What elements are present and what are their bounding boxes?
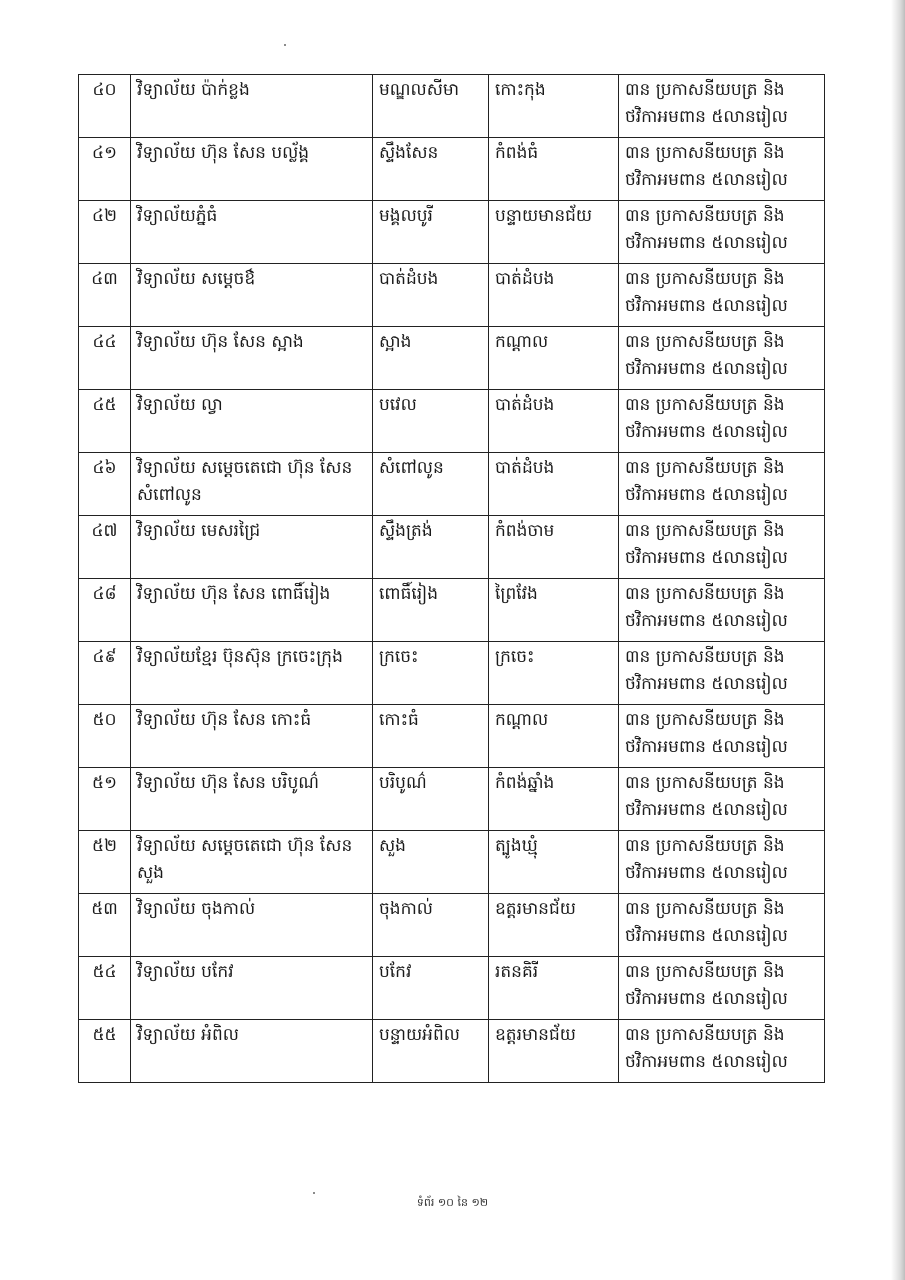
- award-line: ថវិកាអមពាន ៥លានរៀល: [625, 359, 788, 379]
- province-cell: កណ្តាល: [489, 327, 619, 390]
- table-row: [79, 327, 825, 390]
- province-cell: កំពង់ចាម: [489, 516, 619, 579]
- table-row: [79, 264, 825, 327]
- school-name-line: វិទ្យាល័យ បកែវ: [137, 962, 234, 982]
- award-line: ថវិកាអមពាន ៥លានរៀល: [625, 1052, 788, 1072]
- school-name-cell: [131, 75, 373, 138]
- award-cell: [619, 705, 825, 768]
- award-line: ថវិកាអមពាន ៥លានរៀល: [625, 989, 788, 1009]
- award-cell: [619, 390, 825, 453]
- school-name-line: វិទ្យាល័យ ហ៊ុន សែន ពោធិ៍រៀង: [137, 584, 331, 604]
- row-number: ៤២: [79, 201, 131, 264]
- award-line: ៣ន ប្រកាសនីយបត្រ និង: [625, 332, 785, 352]
- school-name-cell: [131, 705, 373, 768]
- school-name-line: វិទ្យាល័យភ្នំធំ: [137, 206, 218, 226]
- school-name-line: វិទ្យាល័យ ចុងកាល់: [137, 899, 256, 919]
- table-row: [79, 957, 825, 1020]
- district-cell: ចុងកាល់: [373, 894, 489, 957]
- school-name-cell: [131, 957, 373, 1020]
- school-name-cell: [131, 201, 373, 264]
- page-edge: [891, 0, 905, 1280]
- district-cell: បន្ទាយអំពិល: [373, 1020, 489, 1083]
- province-cell: កំពង់ធំ: [489, 138, 619, 201]
- school-name-line: វិទ្យាល័យ ហ៊ុន សែន បល្ល័ង្គ: [137, 143, 310, 163]
- scan-speck: [284, 44, 286, 46]
- district-cell: ស្ទឹងត្រង់: [373, 516, 489, 579]
- school-name-cell: [131, 768, 373, 831]
- school-name-line: វិទ្យាល័យ ហ៊ុន សែន កោះធំ: [137, 710, 312, 730]
- award-cell: [619, 327, 825, 390]
- province-cell: ត្បូងឃ្មុំ: [489, 831, 619, 894]
- district-cell: ក្រចេះ: [373, 642, 489, 705]
- award-line: ៣ន ប្រកាសនីយបត្រ និង: [625, 899, 785, 919]
- award-line: ថវិកាអមពាន ៥លានរៀល: [625, 674, 788, 694]
- award-line: ៣ន ប្រកាសនីយបត្រ និង: [625, 710, 785, 730]
- province-cell: កណ្តាល: [489, 705, 619, 768]
- award-line: ៣ន ប្រកាសនីយបត្រ និង: [625, 269, 785, 289]
- province-cell: ឧត្តរមានជ័យ: [489, 894, 619, 957]
- award-line: ៣ន ប្រកាសនីយបត្រ និង: [625, 584, 785, 604]
- award-line: ថវិកាអមពាន ៥លានរៀល: [625, 107, 788, 127]
- school-name-cell: [131, 264, 373, 327]
- school-name-cell: [131, 831, 373, 894]
- row-number: ៥១: [79, 768, 131, 831]
- row-number: ៤៧: [79, 516, 131, 579]
- district-cell: ស្ទឹងសែន: [373, 138, 489, 201]
- table-row: [79, 642, 825, 705]
- row-number: ៤៩: [79, 642, 131, 705]
- district-cell: កោះធំ: [373, 705, 489, 768]
- award-line: ៣ន ប្រកាសនីយបត្រ និង: [625, 962, 785, 982]
- school-name-line: វិទ្យាល័យ សម្តេចឳ: [137, 269, 256, 289]
- district-cell: បវេល: [373, 390, 489, 453]
- district-cell: សំពៅលូន: [373, 453, 489, 516]
- award-line: ថវិកាអមពាន ៥លានរៀល: [625, 296, 788, 316]
- school-name-line: វិទ្យាល័យ ប៉ាក់ខ្លង: [137, 80, 250, 100]
- award-line: ថវិកាអមពាន ៥លានរៀល: [625, 170, 788, 190]
- table-row: [79, 768, 825, 831]
- province-cell: កោះកុង: [489, 75, 619, 138]
- district-cell: បរិបូណ៌: [373, 768, 489, 831]
- award-line: ៣ន ប្រកាសនីយបត្រ និង: [625, 647, 785, 667]
- award-line: ថវិកាអមពាន ៥លានរៀល: [625, 485, 788, 505]
- school-name-line: វិទ្យាល័យ សម្តេចតេជោ ហ៊ុន សែន: [137, 836, 353, 856]
- school-name-line: វិទ្យាល័យ ហ៊ុន សែន ស្អាង: [137, 332, 304, 352]
- table-row: [79, 579, 825, 642]
- table-row: [79, 390, 825, 453]
- award-line: ថវិកាអមពាន ៥លានរៀល: [625, 233, 788, 253]
- province-cell: បន្ទាយមានជ័យ: [489, 201, 619, 264]
- row-number: ៥៤: [79, 957, 131, 1020]
- province-cell: រតនគិរី: [489, 957, 619, 1020]
- school-name-cell: [131, 138, 373, 201]
- province-cell: ឧត្តរមានជ័យ: [489, 1020, 619, 1083]
- award-line: ៣ន ប្រកាសនីយបត្រ និង: [625, 458, 785, 478]
- award-cell: [619, 75, 825, 138]
- table-row: [79, 1020, 825, 1083]
- award-line: ៣ន ប្រកាសនីយបត្រ និង: [625, 773, 785, 793]
- award-cell: [619, 516, 825, 579]
- awards-table-body: [79, 75, 825, 1083]
- school-name-cell: [131, 390, 373, 453]
- award-line: ថវិកាអមពាន ៥លានរៀល: [625, 422, 788, 442]
- row-number: ៤៤: [79, 327, 131, 390]
- school-name-line: វិទ្យាល័យ សម្តេចតេជោ ហ៊ុន សែន: [137, 458, 353, 478]
- award-line: ៣ន ប្រកាសនីយបត្រ និង: [625, 521, 785, 541]
- district-cell: មង្គលបូរី: [373, 201, 489, 264]
- table-row: [79, 894, 825, 957]
- award-cell: [619, 894, 825, 957]
- school-name-cell: [131, 579, 373, 642]
- province-cell: ក្រចេះ: [489, 642, 619, 705]
- page-number: ទំព័រ ១០ នៃ ១២: [416, 1196, 489, 1209]
- row-number: ៤០: [79, 75, 131, 138]
- row-number: ៤១: [79, 138, 131, 201]
- table-row: [79, 831, 825, 894]
- award-line: ៣ន ប្រកាសនីយបត្រ និង: [625, 836, 785, 856]
- award-cell: [619, 831, 825, 894]
- school-name-line: វិទ្យាល័យ ហ៊ុន សែន បរិបូណ៌: [137, 773, 320, 793]
- district-cell: បកែវ: [373, 957, 489, 1020]
- awards-table: [78, 74, 825, 1083]
- district-cell: មណ្ឌលសីមា: [373, 75, 489, 138]
- award-cell: [619, 579, 825, 642]
- province-cell: បាត់ដំបង: [489, 390, 619, 453]
- award-cell: [619, 1020, 825, 1083]
- award-line: ថវិកាអមពាន ៥លានរៀល: [625, 737, 788, 757]
- award-line: ថវិកាអមពាន ៥លានរៀល: [625, 611, 788, 631]
- table-row: [79, 516, 825, 579]
- school-name-cell: [131, 327, 373, 390]
- row-number: ៤៣: [79, 264, 131, 327]
- district-cell: សួង: [373, 831, 489, 894]
- row-number: ៥៥: [79, 1020, 131, 1083]
- award-cell: [619, 138, 825, 201]
- province-cell: កំពង់ឆ្នាំង: [489, 768, 619, 831]
- award-cell: [619, 201, 825, 264]
- school-name-line: វិទ្យាល័យ អំពិល: [137, 1025, 239, 1045]
- table-row: [79, 201, 825, 264]
- award-cell: [619, 768, 825, 831]
- school-name-line: វិទ្យាល័យខ្មែរ ប៊ុនស៊ុន ក្រចេះក្រុង: [137, 647, 343, 667]
- table-row: [79, 138, 825, 201]
- school-name-cell: [131, 894, 373, 957]
- row-number: ៥៣: [79, 894, 131, 957]
- school-name-line: វិទ្យាល័យ ល្វា: [137, 395, 223, 415]
- table-row: [79, 705, 825, 768]
- row-number: ៤៨: [79, 579, 131, 642]
- province-cell: បាត់ដំបង: [489, 264, 619, 327]
- award-line: ៣ន ប្រកាសនីយបត្រ និង: [625, 143, 785, 163]
- school-name-cell: [131, 453, 373, 516]
- province-cell: បាត់ដំបង: [489, 453, 619, 516]
- award-line: ថវិកាអមពាន ៥លានរៀល: [625, 548, 788, 568]
- row-number: ៥២: [79, 831, 131, 894]
- award-line: ៣ន ប្រកាសនីយបត្រ និង: [625, 1025, 785, 1045]
- table-row: [79, 453, 825, 516]
- district-cell: ស្អាង: [373, 327, 489, 390]
- district-cell: បាត់ដំបង: [373, 264, 489, 327]
- award-line: ៣ន ប្រកាសនីយបត្រ និង: [625, 395, 785, 415]
- district-cell: ពោធិ៍រៀង: [373, 579, 489, 642]
- school-name-line: សួង: [137, 863, 164, 883]
- scan-speck: [313, 1192, 315, 1194]
- award-line: ៣ន ប្រកាសនីយបត្រ និង: [625, 80, 785, 100]
- row-number: ៤៥: [79, 390, 131, 453]
- table-row: [79, 75, 825, 138]
- row-number: ៥០: [79, 705, 131, 768]
- row-number: ៤៦: [79, 453, 131, 516]
- award-cell: [619, 264, 825, 327]
- award-line: ថវិកាអមពាន ៥លានរៀល: [625, 863, 788, 883]
- award-line: ៣ន ប្រកាសនីយបត្រ និង: [625, 206, 785, 226]
- award-cell: [619, 453, 825, 516]
- award-line: ថវិកាអមពាន ៥លានរៀល: [625, 926, 788, 946]
- school-name-line: វិទ្យាល័យ មេសរជ្រៃ: [137, 521, 261, 541]
- school-name-cell: [131, 1020, 373, 1083]
- award-cell: [619, 957, 825, 1020]
- school-name-cell: [131, 642, 373, 705]
- award-line: ថវិកាអមពាន ៥លានរៀល: [625, 800, 788, 820]
- school-name-cell: [131, 516, 373, 579]
- province-cell: ព្រៃវែង: [489, 579, 619, 642]
- school-name-line: សំពៅលូន: [137, 485, 202, 505]
- award-cell: [619, 642, 825, 705]
